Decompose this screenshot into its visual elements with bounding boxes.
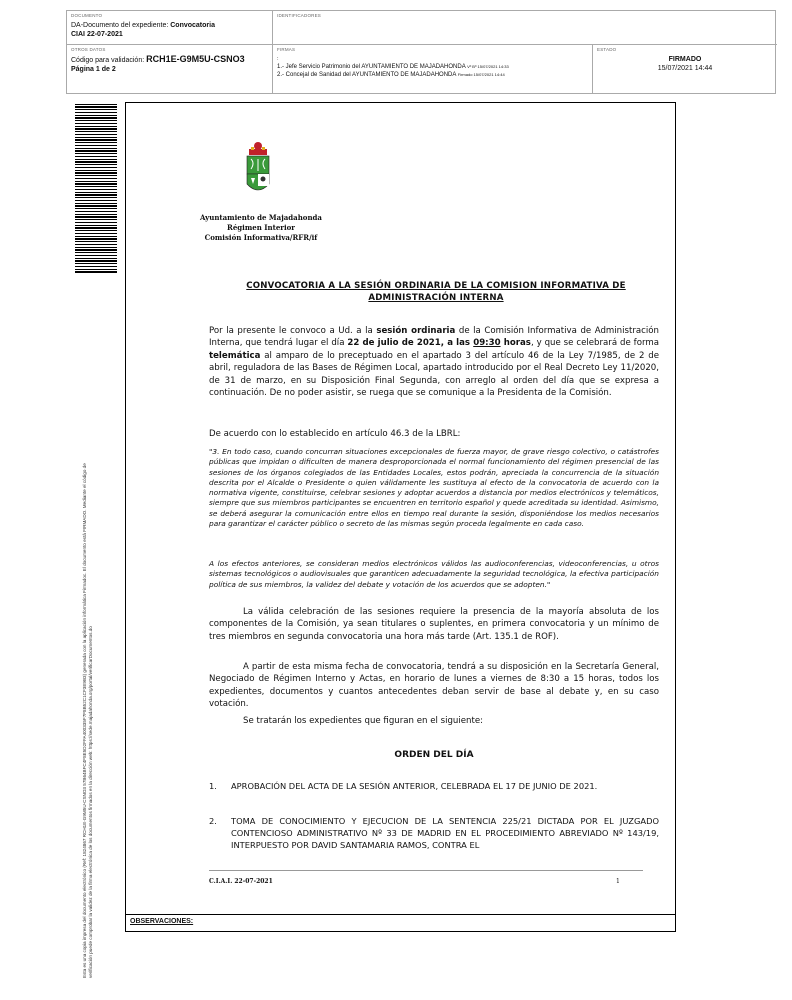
- barcode: [75, 104, 117, 274]
- validation-code: RCH1E-G9M5U-CSNO3: [146, 54, 245, 64]
- agenda-item-number: 2.: [209, 816, 217, 826]
- identificadores-label: IDENTIFICADORES: [277, 13, 322, 18]
- side-text-line-2: verificación puede comprobar la validez de la firma electrónica de los documentos firmados en la dirección web: https://sede.majadahonda.org/portal/verificarDocumentos.do: [88, 626, 93, 978]
- estado-value: FIRMADO: [668, 56, 702, 63]
- footer-divider: [209, 870, 643, 871]
- otros-datos-label: OTROS DATOS: [71, 47, 106, 52]
- p1-g: , y que se celebrará de forma: [530, 338, 659, 349]
- estado-date: 15/07/2021 14:44: [657, 65, 713, 72]
- orden-del-dia-title: ORDEN DEL DÍA: [394, 750, 474, 760]
- documento-code: CIAI 22-07-2021: [71, 31, 123, 38]
- letterhead-line-3: Comisión Informativa/RFR/if: [204, 233, 318, 242]
- otros-datos-cell: [67, 45, 273, 93]
- quote-lbrl-2: A los efectos anteriores, se consideran medios electrónicos válidos las audioconferencias, videoconferencias, u otros sistemas tecnológicos o audiovisuales que garanticen adecuadamente la seguridad tecnológica, la efectiva participación política de sus miembros, la validez del debate y votación de los acuerdos que se adopten.": [209, 559, 659, 589]
- document-page: [125, 102, 676, 932]
- paragraph-quorum: La válida celebración de las sesiones requiere la presencia de la mayoría absoluta de los componentes de la Comisión, ya sean titulares o suplentes, en primera convocatoria y un mínimo de tres miembros en segunda convocatoria una hora más tarde (Art. 135.1 de ROF).: [209, 607, 659, 642]
- identificadores-cell: [273, 11, 777, 45]
- p1-h: telemática: [209, 350, 261, 361]
- documento-name: Convocatoria: [170, 22, 215, 29]
- firma-1-text: 1.- Jefe Servicio Patrimonio del AYUNTAMIENTO DE MAJADAHONDA: [277, 64, 466, 70]
- paragraph-expedientes: Se tratarán los expedientes que figuran en el siguiente:: [243, 716, 484, 726]
- firmas-label: FIRMAS: [277, 47, 296, 52]
- side-text-line-1: Esta es una copia impresa del documento electrónico (Ref: 1824867 RCH1E-G9M5U-CSNO3 57B64BFC4F8E5D2FFA400335F7F8B52C1CF3E9B3) generada con la aplicación informática Firmadoc. El documento está FIRMADO. Mediante el código de: [82, 463, 87, 978]
- quote-lbrl-1: "3. En todo caso, cuando concurran situaciones excepcionales de fuerza mayor, de grave riesgo colectivo, o catástrofes públicas que impidan o dificulten de manera desproporcionada el normal funcionamiento del régimen presencial de las sesiones de los órganos colegiados de las Entidades Locales, estos podrán, apreciada la concurrencia de la situación descrita por el Alcalde o Presidente o quien válidamente les sustituya al efecto de la convocatoria de acuerdo con la normativa vigente, constituirse, celebrar sesiones y adoptar acuerdos a distancia por medios electrónicos y telemáticos, siempre que sus miembros participantes se encuentren en territorio español y quede acreditada su identidad. Asimismo, se deberá asegurar la comunicación entre ellos en tiempo real durante la sesión, disponiéndose los medios necesarios para garantizar el carácter público o secreto de las mismas según proceda legalmente en cada caso.: [209, 447, 659, 529]
- agenda-item: [209, 815, 659, 852]
- firmas-cell: [273, 45, 593, 93]
- agenda-item-text: APROBACIÓN DEL ACTA DE LA SESIÓN ANTERIOR, CELEBRADA EL 17 DE JUNIO DE 2021.: [231, 781, 598, 791]
- paragraph-lbrl: De acuerdo con lo establecido en artículo 46.3 de la LBRL:: [209, 429, 461, 439]
- paragraph-convocatoria: [209, 325, 659, 399]
- p1-i: al amparo de lo preceptuado en el apartado 3 del artículo 46 de la Ley 7/1985, de 2 de abril, reguladora de las Bases de Régimen Local, apartado introducido por el Real Decreto Ley 11/2020, de 31 de marzo, en su Disposición Final Segunda, con arreglo al orden del día que se expresa a continuación. De no poder asistir, se ruega que se comunique a la Presidenta de la Comisión.: [209, 350, 659, 399]
- municipal-crest-icon: [243, 140, 273, 202]
- p1-f: horas: [500, 338, 531, 349]
- document-title: CONVOCATORIA A LA SESIÓN ORDINARIA DE LA COMISION INFORMATIVA DE ADMINISTRACIÓN INTERNA: [246, 281, 626, 303]
- p1-time: 09:30: [473, 338, 501, 349]
- documento-prefix: DA-Documento del expediente:: [71, 22, 171, 29]
- firma-2-text: 2.- Concejal de Sanidad del AYUNTAMIENTO DE MAJADAHONDA: [277, 72, 457, 78]
- p1-b: sesión ordinaria: [376, 326, 456, 336]
- documento-cell: [67, 11, 273, 45]
- validacion-prefix: Código para validación:: [71, 57, 147, 64]
- firma-2: [277, 71, 588, 79]
- p1-d: 22 de julio de 2021, a las: [347, 338, 474, 349]
- estado-cell: [593, 45, 777, 93]
- letterhead-line-2: Régimen Interior: [227, 223, 295, 232]
- p1-a: Por la presente le convoco a Ud. a la: [209, 326, 377, 336]
- footer-code: C.I.A.I. 22-07-2021: [209, 878, 273, 885]
- firmas-dot: :: [277, 56, 279, 62]
- letterhead: [176, 213, 346, 243]
- agenda-item-number: 1.: [209, 781, 217, 791]
- letterhead-line-1: Ayuntamiento de Majadahonda: [200, 213, 322, 222]
- side-verification-text: [82, 278, 94, 978]
- agenda-item: [209, 780, 659, 792]
- documento-label: DOCUMENTO: [71, 13, 103, 18]
- document-header: [66, 10, 776, 94]
- footer-page-number: 1: [616, 878, 620, 885]
- paragraph-disposicion: A partir de esta misma fecha de convocatoria, tendrá a su disposición en la Secretaría General, Negociado de Régimen Interno y Actas, en horario de lunes a viernes de 8:30 a 15 horas, todos los expedientes, documentos y cuantos antecedentes deban servir de base al debate y, en su caso votación.: [209, 662, 659, 710]
- firma-1-meta: Vº Bº 15/07/2021 14:33: [467, 64, 509, 69]
- p1-c: de la Comisión Informativa de Administración Interna, que tendrá lugar el día: [209, 326, 659, 349]
- firma-1: [277, 63, 588, 71]
- agenda-item-text: TOMA DE CONOCIMIENTO Y EJECUCION DE LA SENTENCIA 225/21 DICTADA POR EL JUZGADO CONTENCIOSO ADMINISTRATIVO Nº 33 DE MADRID EN EL PROCEDIMIENTO ABREVIADO Nº 143/19, INTERPUESTO POR DAVID SANTAMARIA RAMOS, CONTRA EL: [231, 816, 659, 851]
- firma-2-meta: Firmado 15/07/2021 14:44: [457, 72, 505, 77]
- estado-label: ESTADO: [597, 47, 617, 52]
- observaciones-label: OBSERVACIONES:: [126, 914, 675, 931]
- page-indicator: Página 1 de 2: [71, 66, 116, 73]
